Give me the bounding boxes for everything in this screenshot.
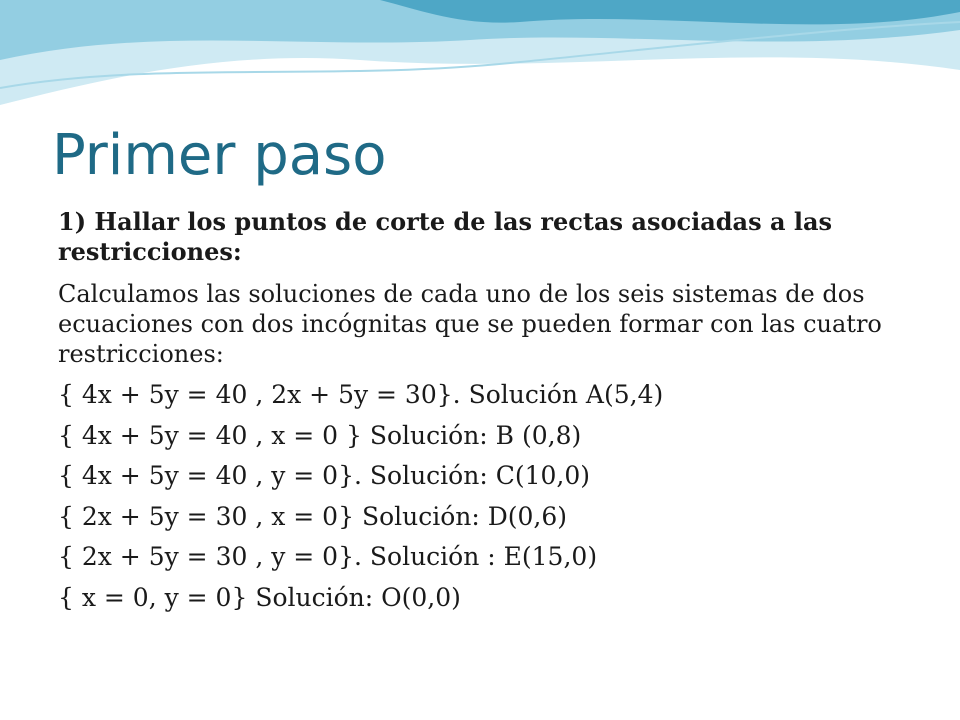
system-solution: Solución: C(10,0): [369, 461, 590, 490]
system-solution: Solución: O(0,0): [255, 582, 461, 612]
system-equations: { 4x + 5y = 40 , y = 0}.: [58, 461, 362, 490]
slide-content: [58, 207, 938, 618]
system-solution: Solución: D(0,6): [361, 501, 568, 531]
system-equations: { 2x + 5y = 30 , y = 0}.: [58, 542, 362, 571]
system-equations: { x = 0, y = 0}: [58, 582, 248, 612]
system-item: [58, 497, 938, 538]
step-heading: 1) Hallar los puntos de corte de las rectas asociadas a las restricciones:: [58, 207, 833, 266]
system-item: [58, 578, 938, 619]
system-equations: { 2x + 5y = 30 , x = 0}: [58, 501, 354, 531]
system-equations: { 4x + 5y = 40 , 2x + 5y = 30}.: [58, 380, 461, 409]
slide-title: Primer paso: [52, 123, 387, 188]
system-solution: Solución : E(15,0): [369, 542, 598, 571]
systems-list: [58, 375, 938, 618]
system-solution: Solución A(5,4): [468, 380, 664, 409]
header-wave-decoration: [0, 0, 960, 120]
system-solution: Solución: B (0,8): [369, 420, 582, 450]
system-item: [58, 537, 938, 578]
system-item: [58, 416, 938, 457]
intro-paragraph: Calculamos las soluciones de cada uno de los seis sistemas de dos ecuaciones con dos incógnitas que se pueden formar con las cuatro restricciones:: [58, 280, 882, 368]
system-item: [58, 375, 938, 416]
system-equations: { 4x + 5y = 40 , x = 0 }: [58, 420, 362, 450]
system-item: [58, 456, 938, 497]
